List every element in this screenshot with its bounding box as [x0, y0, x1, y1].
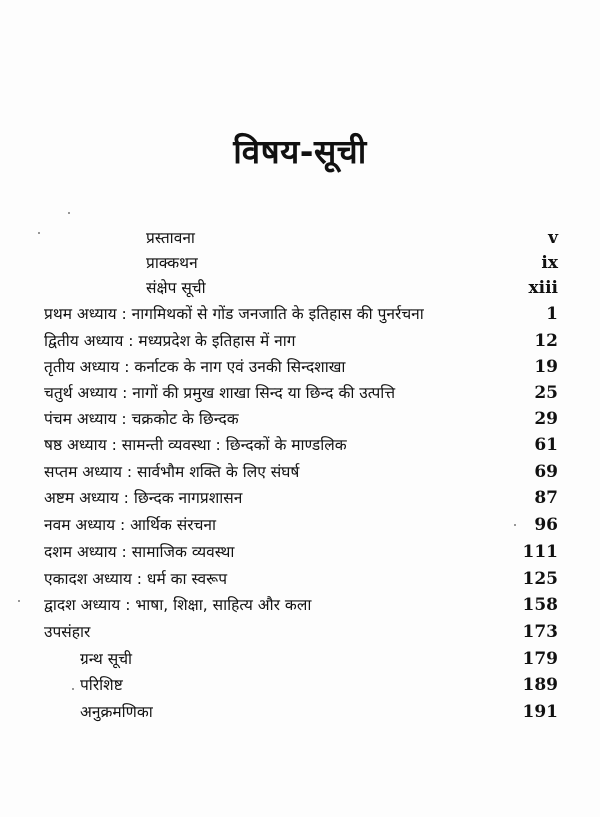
toc-entry-page: 87	[534, 488, 558, 508]
toc-entry-prastavana	[0, 226, 558, 250]
toc-entry-page: ix	[541, 253, 558, 273]
toc-entry-chapter-1	[0, 302, 558, 326]
toc-entry-chapter-6	[0, 433, 558, 457]
toc-entry-label: प्रथम अध्याय : नागमिथकों से गोंड जनजाति के इतिहास की पुनर्रचना	[44, 305, 424, 323]
toc-entry-page: 1	[546, 304, 558, 324]
toc-entry-page: 191	[522, 702, 558, 722]
toc-entry-page: 189	[522, 675, 558, 695]
toc-entry-label: संक्षेप सूची	[146, 279, 206, 297]
toc-entry-label: अष्टम अध्याय : छिन्दक नागप्रशासन	[44, 489, 243, 507]
toc-entry-label: षष्ठ अध्याय : सामन्ती व्यवस्था : छिन्दकों के माण्डलिक	[44, 436, 347, 454]
toc-entry-label: परिशिष्ट	[80, 676, 123, 694]
toc-entry-chapter-10	[0, 540, 558, 564]
page-speck	[68, 212, 70, 214]
toc-entry-label: चतुर्थ अध्याय : नागों की प्रमुख शाखा सिन्द या छिन्द की उत्पत्ति	[44, 384, 396, 402]
toc-entry-page: 111	[522, 542, 558, 562]
toc-entry-page: v	[548, 228, 558, 248]
toc-entry-label: एकादश अध्याय : धर्म का स्वरूप	[44, 570, 227, 588]
toc-entry-upsanhar	[0, 620, 558, 644]
toc-entry-parishisht	[0, 673, 558, 697]
toc-entry-chapter-2	[0, 329, 558, 353]
toc-entry-page: 69	[534, 462, 558, 482]
toc-entry-page: 19	[534, 357, 558, 377]
toc-entry-chapter-8	[0, 486, 558, 510]
toc-entry-label: सप्तम अध्याय : सार्वभौम शक्ति के लिए संघर्ष	[44, 463, 300, 481]
toc-entry-label: प्रस्तावना	[146, 229, 195, 247]
toc-entry-chapter-11	[0, 567, 558, 591]
toc-entry-chapter-9	[0, 513, 558, 537]
toc-entry-anukramanika	[0, 700, 558, 724]
toc-entry-label: अनुक्रमणिका	[80, 703, 153, 721]
toc-entry-page: 25	[534, 383, 558, 403]
toc-entry-page: 61	[534, 435, 558, 455]
toc-entry-page: xiii	[528, 278, 558, 298]
toc-entry-prakkathan	[0, 251, 558, 275]
page-title: विषय-सूची	[233, 132, 367, 171]
toc-entry-label: ग्रन्थ सूची	[80, 650, 133, 668]
toc-entry-page: 12	[534, 331, 558, 351]
toc-entry-page: 179	[522, 649, 558, 669]
toc-entry-page: 96	[534, 515, 558, 535]
toc-entry-label: नवम अध्याय : आर्थिक संरचना	[44, 516, 217, 534]
toc-entry-page: 29	[534, 409, 558, 429]
toc-entry-label: द्वादश अध्याय : भाषा, शिक्षा, साहित्य और कला	[44, 596, 312, 614]
toc-entry-label: तृतीय अध्याय : कर्नाटक के नाग एवं उनकी सिन्दशाखा	[44, 358, 346, 376]
toc-entry-chapter-3	[0, 355, 558, 379]
toc-entry-chapter-5	[0, 407, 558, 431]
toc-entry-sankshep-suchi	[0, 276, 558, 300]
toc-entry-page: 158	[522, 595, 558, 615]
toc-entry-page: 173	[522, 622, 558, 642]
toc-entry-granth-suchi	[0, 647, 558, 671]
toc-entry-label: द्वितीय अध्याय : मध्यप्रदेश के इतिहास में नाग	[44, 332, 296, 350]
toc-entry-page: 125	[522, 569, 558, 589]
toc-entry-chapter-7	[0, 460, 558, 484]
toc-entry-label: प्राक्कथन	[146, 254, 198, 272]
toc-entry-chapter-12	[0, 593, 558, 617]
toc-entry-chapter-4	[0, 381, 558, 405]
toc-entry-label: पंचम अध्याय : चक्रकोट के छिन्दक	[44, 410, 239, 428]
toc-entry-label: दशम अध्याय : सामाजिक व्यवस्था	[44, 543, 235, 561]
toc-entry-label: उपसंहार	[44, 623, 91, 641]
